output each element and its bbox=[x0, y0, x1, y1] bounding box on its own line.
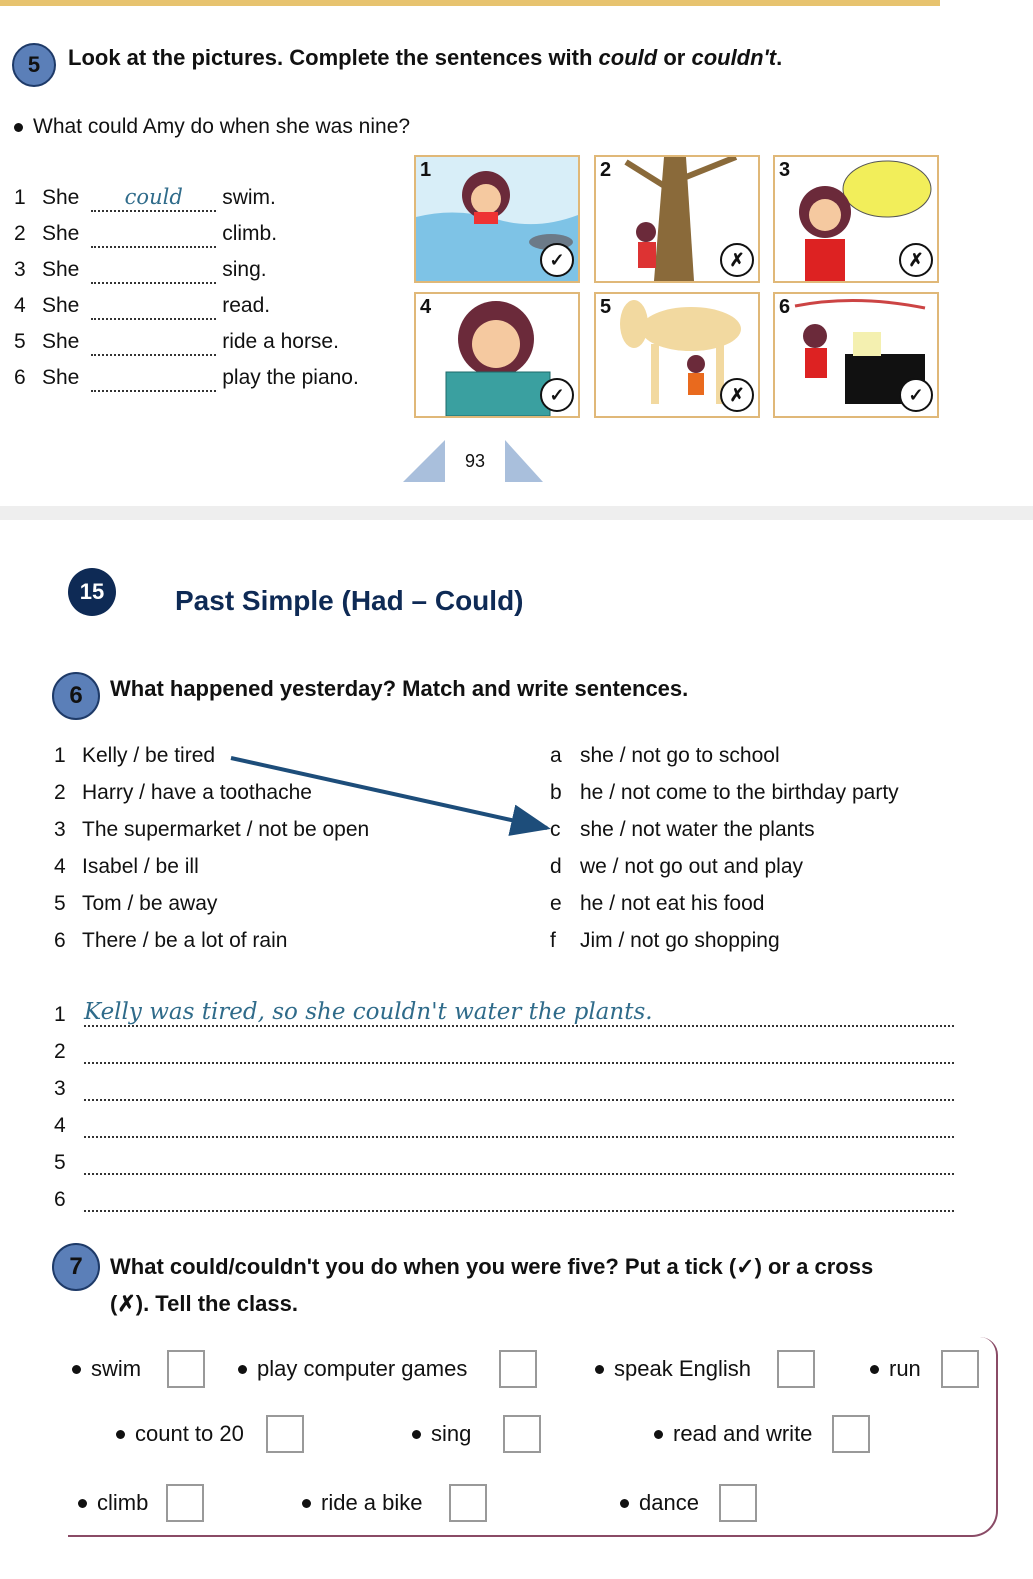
top-rule bbox=[0, 0, 940, 6]
unit-number: 15 bbox=[79, 579, 105, 604]
exercise-5-instruction: Look at the pictures. Complete the sentences with could or couldn't. bbox=[68, 45, 783, 70]
tick-box[interactable] bbox=[499, 1350, 537, 1388]
tick-box[interactable] bbox=[777, 1350, 815, 1388]
match-right-item: f Jim / not go shopping bbox=[550, 929, 780, 952]
tick-item-count-to-20: count to 20 bbox=[116, 1415, 304, 1453]
exercise-6-number: 6 bbox=[69, 682, 83, 709]
match-right-item: d we / not go out and play bbox=[550, 855, 803, 878]
tick-item-ride-a-bike: ride a bike bbox=[302, 1484, 487, 1522]
panel-number: 6 bbox=[779, 296, 791, 318]
answer-blank[interactable]: could bbox=[91, 185, 216, 212]
cross-mark-icon: ✗ bbox=[899, 243, 933, 277]
panel-number: 1 bbox=[420, 159, 432, 181]
sentence-blank[interactable]: Kelly was tired, so she couldn't water the plants. bbox=[84, 999, 954, 1027]
sentence-blank[interactable] bbox=[84, 1074, 954, 1101]
answer-blank[interactable] bbox=[91, 257, 216, 284]
panel-number: 3 bbox=[779, 159, 791, 181]
sentence-line: 4 bbox=[54, 1101, 954, 1138]
exercise-5-question: What could Amy do when she was nine? bbox=[14, 115, 410, 139]
sentence-line: 3 bbox=[54, 1064, 954, 1101]
sentence-blank[interactable] bbox=[84, 1111, 954, 1138]
match-left-item: 4 Isabel / be ill bbox=[54, 855, 199, 878]
tick-box[interactable] bbox=[167, 1350, 205, 1388]
page-divider bbox=[0, 506, 1033, 520]
answer-blank[interactable] bbox=[91, 221, 216, 248]
picture-panel-6 bbox=[773, 292, 939, 418]
tick-box[interactable] bbox=[941, 1350, 979, 1388]
sentence-line: 6 bbox=[54, 1175, 954, 1212]
exercise-5-items bbox=[14, 185, 359, 401]
tick-item-climb: climb bbox=[78, 1484, 204, 1522]
cross-mark-icon: ✗ bbox=[720, 378, 754, 412]
exercise-6-badge bbox=[52, 672, 100, 720]
picture-panel-1 bbox=[414, 155, 580, 283]
panel-number: 4 bbox=[420, 296, 432, 318]
sentence-line: 1 Kelly was tired, so she couldn't water the plants. bbox=[54, 990, 954, 1027]
sentence-line: 2 bbox=[54, 1027, 954, 1064]
sentence-line: 5 bbox=[54, 1138, 954, 1175]
tick-item-read-and-write: read and write bbox=[654, 1415, 870, 1453]
exercise-7-badge bbox=[52, 1243, 100, 1291]
cross-mark-icon: ✗ bbox=[720, 243, 754, 277]
answer-blank[interactable] bbox=[91, 329, 216, 356]
exercise-5-item: 4 She read. bbox=[14, 293, 359, 329]
picture-panel-2 bbox=[594, 155, 760, 283]
bullet-icon bbox=[14, 123, 23, 132]
tick-item-speak-english: speak English bbox=[595, 1350, 815, 1388]
tick-box[interactable] bbox=[503, 1415, 541, 1453]
unit-title: Past Simple (Had – Could) bbox=[175, 585, 524, 616]
picture-panel-3 bbox=[773, 155, 939, 283]
panel-number: 2 bbox=[600, 159, 612, 181]
sentence-blank[interactable] bbox=[84, 1185, 954, 1212]
tick-item-swim: swim bbox=[72, 1350, 205, 1388]
exercise-5-item: 1 She could swim. bbox=[14, 185, 359, 221]
match-left-item: 3 The supermarket / not be open bbox=[54, 818, 370, 841]
match-left-item: 6 There / be a lot of rain bbox=[54, 929, 288, 952]
match-right-item: c she / not water the plants bbox=[550, 818, 815, 841]
unit-number-badge bbox=[68, 568, 116, 616]
match-left-item: 2 Harry / have a toothache bbox=[54, 781, 312, 804]
sentence-blank[interactable] bbox=[84, 1148, 954, 1175]
exercise-6-instruction: What happened yesterday? Match and write sentences. bbox=[110, 676, 689, 701]
tick-item-sing: sing bbox=[412, 1415, 541, 1453]
match-right-column bbox=[550, 744, 899, 966]
sentence-lines bbox=[54, 990, 954, 1212]
panel-number: 5 bbox=[600, 296, 612, 318]
tick-item-play-computer-games: play computer games bbox=[238, 1350, 537, 1388]
answer-blank[interactable] bbox=[91, 365, 216, 392]
match-left-item: 1 Kelly / be tired bbox=[54, 744, 216, 767]
answer-blank[interactable] bbox=[91, 293, 216, 320]
exercise-5-badge bbox=[12, 43, 56, 87]
tick-box[interactable] bbox=[832, 1415, 870, 1453]
exercise-5-item: 2 She climb. bbox=[14, 221, 359, 257]
tick-item-run: run bbox=[870, 1350, 979, 1388]
tick-mark-icon: ✓ bbox=[540, 243, 574, 277]
match-right-item: e he / not eat his food bbox=[550, 892, 765, 915]
exercise-5-item: 5 She ride a horse. bbox=[14, 329, 359, 365]
exercise-5-item: 3 She sing. bbox=[14, 257, 359, 293]
exercise-5-item: 6 She play the piano. bbox=[14, 365, 359, 401]
match-left-item: 5 Tom / be away bbox=[54, 892, 218, 915]
tick-mark-icon: ✓ bbox=[540, 378, 574, 412]
match-arrow bbox=[225, 750, 555, 840]
exercise-5-number: 5 bbox=[27, 52, 41, 77]
page-number: 93 bbox=[464, 451, 486, 471]
tick-item-dance: dance bbox=[620, 1484, 757, 1522]
exercise-7-number: 7 bbox=[69, 1253, 83, 1280]
exercise-7-instruction: What could/couldn't you do when you were five? Put a tick (✓) or a cross (✗). Tell the class. bbox=[110, 1254, 874, 1316]
match-right-item: a she / not go to school bbox=[550, 744, 780, 767]
picture-panel-4 bbox=[414, 292, 580, 418]
tick-mark-icon: ✓ bbox=[899, 378, 933, 412]
picture-panel-5 bbox=[594, 292, 760, 418]
tick-box[interactable] bbox=[166, 1484, 204, 1522]
sentence-blank[interactable] bbox=[84, 1037, 954, 1064]
match-right-item: b he / not come to the birthday party bbox=[550, 781, 899, 804]
tick-box[interactable] bbox=[449, 1484, 487, 1522]
tick-box[interactable] bbox=[266, 1415, 304, 1453]
tick-box[interactable] bbox=[719, 1484, 757, 1522]
